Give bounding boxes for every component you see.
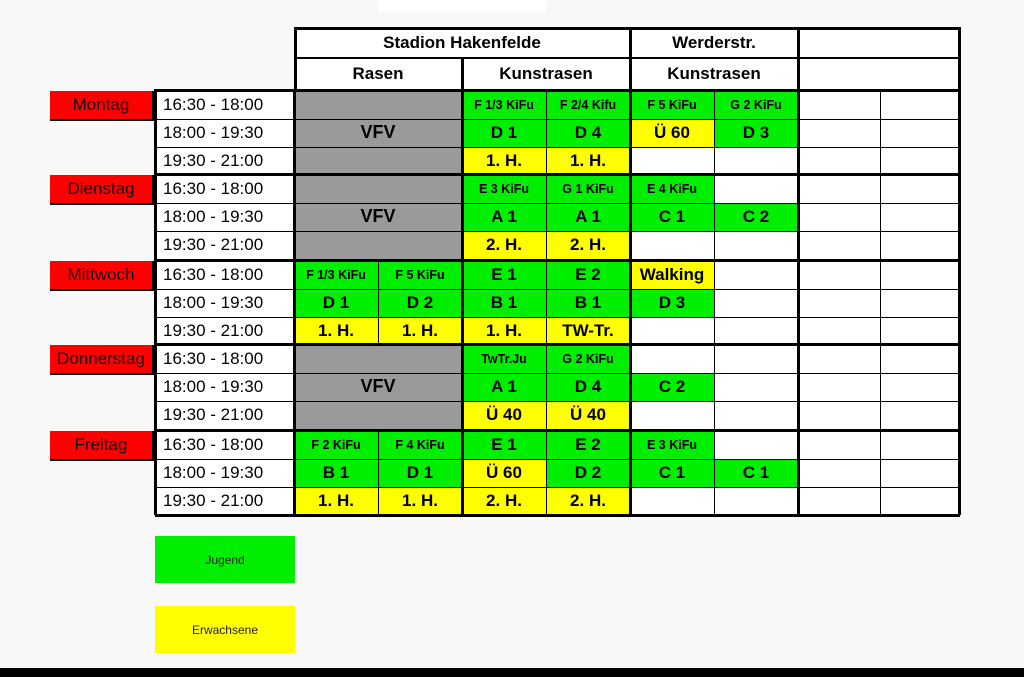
schedule-cell: F 1/3 KiFu (294, 260, 378, 289)
grid-line (155, 147, 960, 148)
grid-line (155, 429, 960, 432)
grid-line (155, 487, 960, 488)
day-label: Dienstag (50, 175, 155, 205)
day-label: Donnerstag (50, 345, 155, 375)
schedule-cell: C 1 (630, 459, 714, 487)
schedule-cell (714, 289, 798, 317)
schedule-cell: G 2 KiFu (714, 90, 798, 119)
grid-line (714, 90, 715, 515)
empty-cell (880, 119, 960, 147)
schedule-cell: C 1 (630, 203, 714, 231)
schedule-cell: A 1 (546, 203, 630, 231)
schedule-cell: D 1 (294, 289, 378, 317)
vfv-block: VFV (294, 344, 462, 429)
schedule-cell: 1. H. (294, 317, 378, 345)
empty-cell (880, 317, 960, 345)
schedule-cell: D 4 (546, 373, 630, 401)
grid-line (546, 90, 547, 515)
grid-line (155, 514, 960, 517)
schedule-cell: 2. H. (462, 231, 546, 259)
time-slot: 19:30 - 21:00 (155, 317, 294, 345)
schedule-cell: G 2 KiFu (546, 344, 630, 373)
schedule-cell: G 1 KiFu (546, 174, 630, 203)
empty-cell (798, 289, 880, 317)
schedule-cell (714, 231, 798, 259)
empty-cell (798, 344, 880, 373)
schedule-cell: 2. H. (462, 487, 546, 515)
day-label: Freitag (50, 431, 155, 461)
empty-cell (880, 373, 960, 401)
schedule-cell (714, 147, 798, 175)
grid-line (294, 27, 960, 30)
schedule-cell (714, 344, 798, 373)
grid-line (629, 27, 632, 515)
empty-cell (798, 430, 880, 459)
empty-cell (880, 459, 960, 487)
schedule-cell (630, 344, 714, 373)
empty-cell (798, 174, 880, 203)
schedule-cell: E 1 (462, 430, 546, 459)
vfv-block: VFV (294, 90, 462, 175)
schedule-cell: 2. H. (546, 487, 630, 515)
grid-line (154, 89, 157, 515)
time-slot: 18:00 - 19:30 (155, 289, 294, 317)
schedule-cell: F 1/3 KiFu (462, 90, 546, 119)
header-empty (798, 27, 960, 58)
vfv-block: VFV (294, 174, 462, 259)
legend-erwachsene (155, 606, 295, 653)
grid-line (155, 317, 960, 318)
schedule-cell: D 4 (546, 119, 630, 147)
grid-line (155, 231, 960, 232)
schedule-cell: E 4 KiFu (630, 174, 714, 203)
schedule-cell: C 2 (630, 373, 714, 401)
empty-cell (880, 289, 960, 317)
day-label: Mittwoch (50, 261, 155, 291)
empty-cell (880, 231, 960, 259)
schedule-cell: 1. H. (462, 147, 546, 175)
schedule-cell (714, 260, 798, 289)
schedule-cell: F 2/4 Kifu (546, 90, 630, 119)
empty-cell (798, 487, 880, 515)
day-label: Montag (50, 91, 155, 121)
empty-cell (798, 119, 880, 147)
time-slot: 16:30 - 18:00 (155, 344, 294, 373)
grid-line (958, 27, 961, 515)
schedule-cell (714, 373, 798, 401)
empty-cell (798, 90, 880, 119)
schedule-cell (630, 401, 714, 429)
grid-line (155, 203, 960, 204)
schedule-cell: Ü 60 (630, 119, 714, 147)
grid-line (155, 259, 960, 262)
time-slot: 18:00 - 19:30 (155, 119, 294, 147)
empty-cell (798, 203, 880, 231)
header-empty (798, 58, 960, 90)
schedule-cell: Ü 60 (462, 459, 546, 487)
schedule-cell: F 5 KiFu (378, 260, 462, 289)
time-slot: 19:30 - 21:00 (155, 147, 294, 175)
time-slot: 16:30 - 18:00 (155, 174, 294, 203)
schedule-cell (630, 147, 714, 175)
time-slot: 16:30 - 18:00 (155, 430, 294, 459)
time-slot: 16:30 - 18:00 (155, 260, 294, 289)
time-slot: 16:30 - 18:00 (155, 90, 294, 119)
schedule-cell: TW-Tr. (546, 317, 630, 345)
time-slot: 19:30 - 21:00 (155, 231, 294, 259)
schedule-cell (630, 487, 714, 515)
empty-cell (880, 344, 960, 373)
schedule-cell: D 2 (546, 459, 630, 487)
schedule-cell: 1. H. (546, 147, 630, 175)
empty-cell (880, 430, 960, 459)
grid-line (155, 119, 960, 120)
header-venue-werderstr: Werderstr. (630, 27, 798, 58)
schedule-cell: D 2 (378, 289, 462, 317)
empty-cell (798, 401, 880, 429)
empty-cell (880, 203, 960, 231)
grid-line (155, 373, 960, 374)
schedule-cell (714, 317, 798, 345)
empty-cell (880, 90, 960, 119)
time-slot: 18:00 - 19:30 (155, 459, 294, 487)
grid-line (294, 27, 297, 90)
grid-line (155, 459, 960, 460)
empty-cell (880, 147, 960, 175)
schedule-cell: C 2 (714, 203, 798, 231)
time-slot: 18:00 - 19:30 (155, 373, 294, 401)
grid-line (155, 343, 960, 346)
schedule-cell: B 1 (462, 289, 546, 317)
schedule-cell: D 3 (714, 119, 798, 147)
schedule-cell (630, 317, 714, 345)
schedule-cell: 1. H. (378, 487, 462, 515)
schedule-cell: E 3 KiFu (462, 174, 546, 203)
empty-cell (798, 317, 880, 345)
schedule-cell: 1. H. (378, 317, 462, 345)
schedule-cell: F 2 KiFu (294, 430, 378, 459)
schedule-cell (714, 430, 798, 459)
grid-line (378, 430, 379, 515)
schedule-cell: E 1 (462, 260, 546, 289)
time-slot: 18:00 - 19:30 (155, 203, 294, 231)
legend-label-jugend: Jugend (205, 552, 245, 567)
schedule-cell: B 1 (546, 289, 630, 317)
schedule-cell: D 1 (462, 119, 546, 147)
schedule-cell (714, 401, 798, 429)
schedule-cell: F 4 KiFu (378, 430, 462, 459)
time-slot: 19:30 - 21:00 (155, 401, 294, 429)
schedule-cell: E 2 (546, 430, 630, 459)
schedule-cell: Ü 40 (462, 401, 546, 429)
empty-cell (798, 147, 880, 175)
schedule-cell: A 1 (462, 203, 546, 231)
grid-line (155, 89, 960, 92)
schedule-cell (630, 231, 714, 259)
grid-line (797, 27, 800, 515)
schedule-cell: D 1 (378, 459, 462, 487)
schedule-cell: 1. H. (462, 317, 546, 345)
schedule-cell: C 1 (714, 459, 798, 487)
empty-cell (880, 174, 960, 203)
schedule-cell: 1. H. (294, 487, 378, 515)
legend-jugend (155, 536, 295, 583)
grid-line (155, 401, 960, 402)
grid-line (155, 289, 960, 290)
schedule-cell: D 3 (630, 289, 714, 317)
empty-cell (880, 260, 960, 289)
header-kunstrasen-werderstr: Kunstrasen (630, 58, 798, 90)
grid-line (461, 58, 464, 515)
schedule-cell: 2. H. (546, 231, 630, 259)
grid-line (378, 260, 379, 345)
header-venue-hakenfelde: Stadion Hakenfelde (294, 27, 630, 58)
schedule-cell: Ü 40 (546, 401, 630, 429)
time-slot: 19:30 - 21:00 (155, 487, 294, 515)
legend-label-erwachsene: Erwachsene (191, 622, 259, 637)
empty-cell (798, 231, 880, 259)
empty-cell (798, 373, 880, 401)
header-rasen: Rasen (294, 58, 462, 90)
schedule-cell: E 2 (546, 260, 630, 289)
empty-cell (798, 260, 880, 289)
grid-line (155, 173, 960, 176)
schedule-cell: Walking (630, 260, 714, 289)
grid-line (294, 57, 960, 59)
grid-line (880, 90, 881, 515)
empty-cell (798, 459, 880, 487)
schedule-cell: B 1 (294, 459, 378, 487)
header-kunstrasen-hakenfelde: Kunstrasen (462, 58, 630, 90)
schedule-cell (714, 174, 798, 203)
schedule-cell: A 1 (462, 373, 546, 401)
bottom-bar (0, 668, 1024, 677)
schedule-cell: E 3 KiFu (630, 430, 714, 459)
grid-line (293, 89, 296, 515)
schedule-cell (714, 487, 798, 515)
empty-cell (880, 401, 960, 429)
empty-cell (880, 487, 960, 515)
schedule-cell: F 5 KiFu (630, 90, 714, 119)
schedule-cell: TwTr.Ju (462, 344, 546, 373)
